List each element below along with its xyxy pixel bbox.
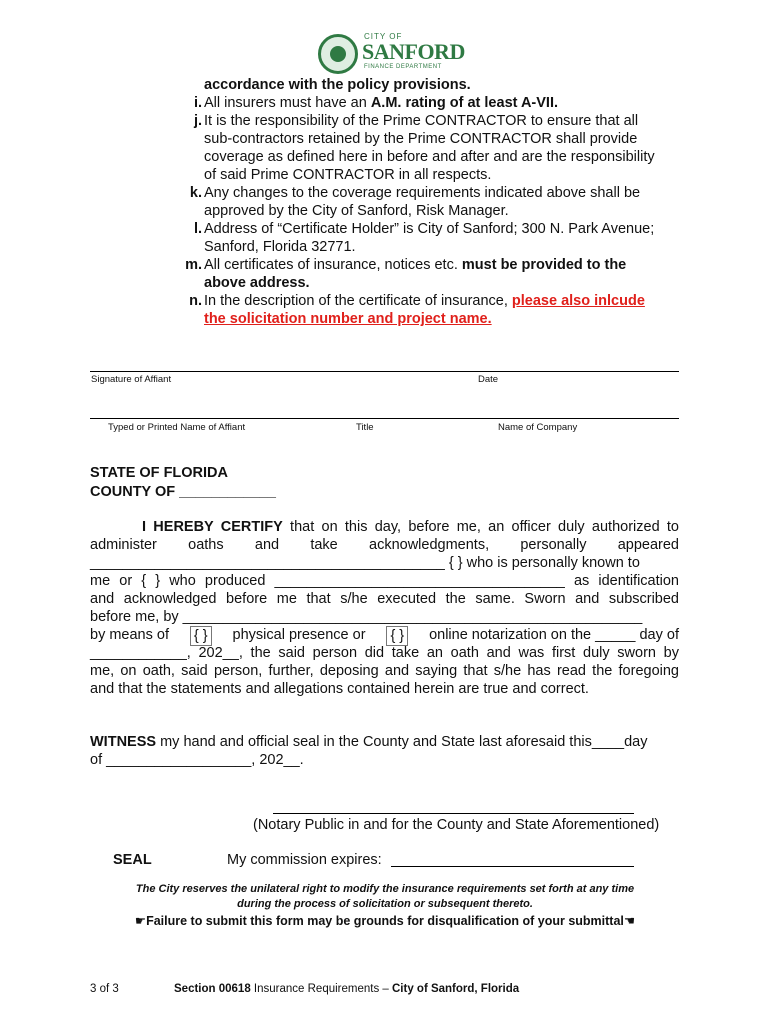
by-means-of-text: by means of (90, 627, 169, 643)
logo-name: SANFORD (362, 39, 465, 64)
city-seal-icon (318, 34, 358, 74)
list-line: coverage as defined here in before and after and are the responsibility (204, 149, 655, 165)
name-line[interactable] (90, 418, 679, 419)
list-line: It is the responsibility of the Prime CONTRACTOR to ensure that all (204, 113, 639, 129)
section-title: Insurance Requirements – (250, 983, 392, 995)
certify-text: that on this day, before me, an officer duly authorized to (290, 519, 680, 535)
list-text: All certificates of insurance, notices etc. (204, 257, 462, 273)
witness-line-2: of __________________, 202__. (90, 752, 304, 768)
list-label: i. (193, 95, 202, 111)
commission-label: My commission expires: (227, 852, 382, 868)
city-of-sanford-logo (318, 32, 465, 76)
section-footer (174, 983, 519, 995)
list-item-k (189, 184, 641, 220)
page-number: 3 of 3 (90, 983, 119, 995)
certify-line-10: and that the statements and allegations contained herein are true and correct. (90, 681, 589, 697)
list-label: k. (189, 185, 202, 201)
state-heading: STATE OF FLORIDA (90, 465, 229, 481)
list-line: of said Prime CONTRACTOR in all respects. (204, 167, 492, 183)
failure-warning (60, 913, 710, 928)
certify-line-6: before me, by _________________________________________________________ (90, 609, 643, 625)
seal-label: SEAL (113, 852, 152, 868)
online-notarization-text: online notarization on the _____ day of (429, 627, 679, 643)
logo-department: FINANCE DEPARTMENT (364, 64, 442, 70)
printed-name-label: Typed or Printed Name of Affiant (108, 422, 246, 433)
county-heading: COUNTY OF ____________ (90, 484, 276, 500)
pointing-hand-right-icon: ☛ (134, 914, 147, 928)
failure-warning-text: Failure to submit this form may be grounds for disqualification of your submittal (146, 914, 624, 928)
red-instruction: please also inlcude (511, 293, 645, 309)
list-item-l (193, 220, 655, 256)
list-bold: A.M. rating of at least A-VII. (370, 95, 559, 111)
logo-city-of: CITY OF (364, 32, 403, 41)
certify-line-1 (142, 518, 679, 536)
list-label: j. (193, 113, 202, 129)
reserve-right-line-1: The City reserves the unilateral right to modify the insurance requirements set forth at any time (135, 883, 635, 895)
date-label: Date (478, 374, 499, 385)
list-item-j (193, 112, 655, 184)
list-line: Sanford, Florida 32771. (204, 239, 356, 255)
company-label: Name of Company (498, 422, 578, 433)
list-line: approved by the City of Sanford, Risk Manager. (204, 203, 509, 219)
physical-presence-text: physical presence or (232, 627, 366, 643)
reserve-right-line-2: during the process of solicitation or subsequent thereto. (237, 898, 533, 910)
physical-presence-checkbox[interactable]: { } (190, 626, 212, 646)
list-line: sub-contractors retained by the Prime CONTRACTOR shall provide (204, 131, 638, 147)
list-item-n (189, 292, 645, 328)
commission-expires-line[interactable] (391, 866, 634, 867)
list-text: All insurers must have an (204, 95, 371, 111)
certify-line-2: administer oaths and take acknowledgments, personally appeared (90, 537, 679, 553)
witness-text: my hand and official seal in the County and State last aforesaid this____day (160, 734, 648, 750)
list-label: m. (185, 257, 202, 273)
list-label: n. (189, 293, 202, 309)
list-item-i (193, 94, 559, 112)
witness-bold: WITNESS (90, 734, 157, 750)
list-bold: above address. (204, 275, 310, 291)
list-line: Address of “Certificate Holder” is City of Sanford; 300 N. Park Avenue; (204, 221, 655, 237)
list-bold: must be provided to the (461, 257, 627, 273)
list-item-m (185, 256, 627, 292)
certify-line-7 (90, 626, 679, 646)
list-label: l. (193, 221, 202, 237)
notary-line-label: (Notary Public in and for the County and State Aforementioned) (253, 817, 660, 833)
witness-line-1 (90, 733, 679, 751)
online-notarization-checkbox[interactable]: { } (386, 626, 408, 646)
list-text: In the description of the certificate of insurance, (204, 293, 512, 309)
list-line: Any changes to the coverage requirements indicated above shall be (204, 185, 641, 201)
city-name: City of Sanford, Florida (392, 983, 520, 995)
list-continuation: accordance with the policy provisions. (204, 77, 471, 93)
title-label: Title (356, 422, 374, 433)
pointing-hand-left-icon: ☚ (623, 914, 636, 928)
certify-bold: I HEREBY CERTIFY (142, 519, 283, 535)
certify-line-3: ____________________________________________ { } who is personally known to (90, 555, 640, 571)
section-number: Section 00618 (174, 983, 251, 995)
red-instruction: the solicitation number and project name. (204, 311, 492, 327)
signature-line[interactable] (90, 371, 679, 372)
certify-line-9: me, on oath, said person, further, deposing and saying that s/he has read the foregoing (90, 663, 679, 679)
notary-signature-line[interactable] (273, 813, 634, 814)
certify-line-8: ____________, 202__, the said person did take an oath and was first duly sworn by (90, 645, 679, 661)
signature-label: Signature of Affiant (91, 374, 172, 385)
certify-line-4: me or { } who produced ____________________________________ as identification (90, 573, 679, 589)
certify-line-5: and acknowledged before me that s/he executed the same. Sworn and subscribed (90, 591, 679, 607)
